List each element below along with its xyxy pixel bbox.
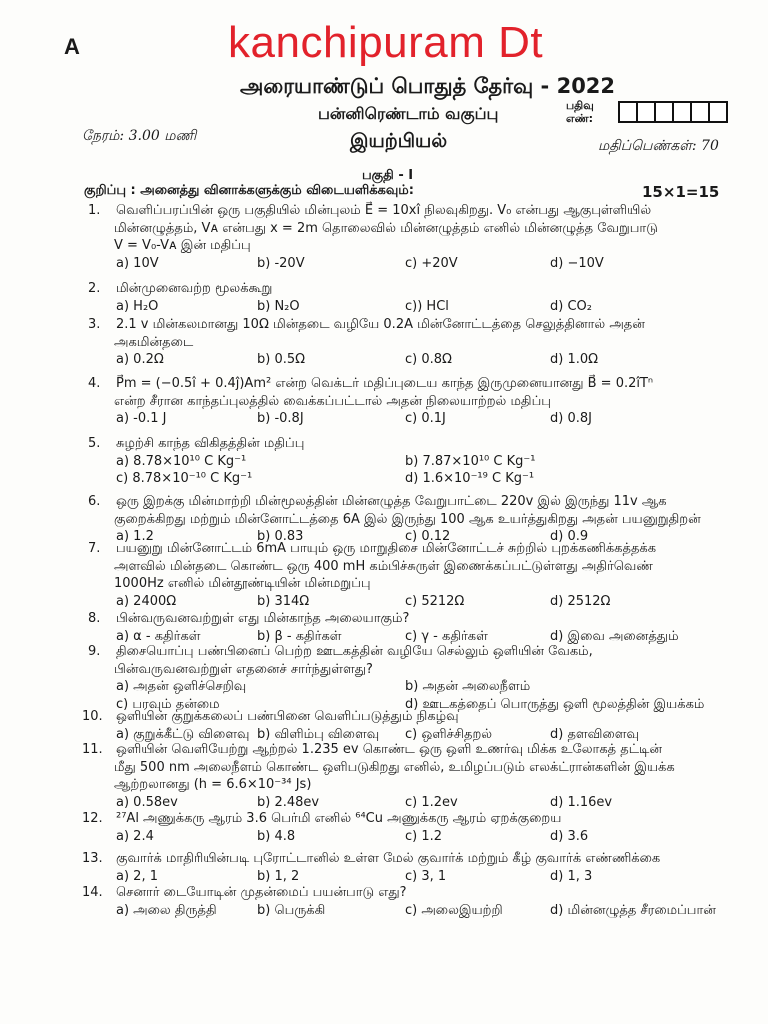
- question-text: என்ற சீரான காந்தப்புலத்தில் வைக்கப்பட்டால் அதன் நிலையாற்றல் மதிப்பு: [114, 393, 551, 409]
- answer-option: b) விளிம்பு விளைவு: [257, 726, 380, 742]
- register-digit-box[interactable]: [618, 101, 638, 123]
- answer-option: a) 0.58ev: [116, 794, 178, 810]
- answer-option: b) β - கதிர்கள்: [257, 628, 342, 644]
- question-number: 6.: [88, 494, 101, 509]
- subject-title: இயற்பியல்: [350, 130, 448, 152]
- answer-option: a) -0.1 J: [116, 411, 167, 426]
- answer-option: c) ஒளிச்சிதறல்: [405, 726, 493, 742]
- question-number: 9.: [88, 644, 101, 659]
- answer-option: c) 5212Ω: [405, 593, 465, 609]
- question-number: 5.: [88, 436, 101, 451]
- register-number-label: பதிவு எண்:: [566, 99, 594, 125]
- question-number: 13.: [82, 851, 103, 866]
- answer-option: b) 0.5Ω: [257, 352, 306, 367]
- exam-time: நேரம்: 3.00 மணி: [82, 128, 197, 144]
- answer-option: d) 1, 3: [550, 868, 593, 884]
- class-line: பன்னிரெண்டாம் வகுப்பு: [318, 104, 499, 123]
- question-text: ஒரு இறக்கு மின்மாற்றி மின்மூலத்தின் மின்னழுத்த வேறுபாட்டை 220v இல் இருந்து 11v ஆக: [116, 494, 667, 509]
- answer-option: d) CO₂: [550, 298, 592, 314]
- question-number: 8.: [88, 611, 101, 626]
- question-text: 1000Hz எனில் மின்தூண்டியின் மின்மறுப்பு: [114, 576, 371, 591]
- answer-option: c) பரவும் தன்மை: [116, 696, 220, 712]
- answer-option: c) 1.2ev: [405, 794, 458, 810]
- answer-option: d) 1.0Ω: [550, 352, 599, 367]
- question-text: அகமின்தடை: [114, 334, 194, 350]
- answer-option: a) அலை திருத்தி: [116, 902, 217, 918]
- answer-option: c) 8.78×10⁻¹⁰ C Kg⁻¹: [116, 471, 253, 486]
- answer-option: a) அதன் ஒளிச்செறிவு: [116, 679, 247, 694]
- question-text: P⃗m = (−0.5î + 0.4ĵ)Am² என்ற வெக்டர் மதிப்புடைய காந்த இருமுனையானது B⃗ = 0.2îTⁿ: [116, 376, 654, 391]
- question-text: ஒளியின் வெளியேற்று ஆற்றல் 1.235 ev கொண்ட ஒரு ஒளி உணர்வு மிக்க உலோகத் தட்டின்: [116, 742, 662, 757]
- question-number: 3.: [88, 317, 101, 332]
- answer-option: d) 1.6×10⁻¹⁹ C Kg⁻¹: [405, 471, 535, 486]
- answer-option: a) 2, 1: [116, 868, 158, 884]
- answer-option: d) 0.8J: [550, 411, 592, 426]
- question-number: 11.: [82, 742, 103, 757]
- answer-option: d) ஊடகத்தைப் பொருத்து ஒளி மூலத்தின் இயக்கம்: [405, 696, 705, 712]
- question-text: பயனுறு மின்னோட்டம் 6mA பாயும் ஒரு மாறுதிசை மின்னோட்டச் சுற்றில் புறக்கணிக்கத்தக்க: [116, 541, 657, 556]
- answer-option: b) பெருக்கி: [257, 902, 326, 918]
- answer-option: b) அதன் அலைநீளம்: [405, 679, 531, 694]
- question-text: செனார் டையோடின் முதன்மைப் பயன்பாடு எது?: [116, 885, 407, 900]
- question-number: 14.: [82, 885, 103, 900]
- answer-option: b) 0.83: [257, 529, 304, 544]
- question-text: V = V₀-Vᴀ இன் மதிப்பு: [114, 238, 251, 253]
- register-digit-box[interactable]: [690, 101, 710, 123]
- answer-option: d) −10V: [550, 255, 604, 271]
- answer-option: c) 3, 1: [405, 868, 447, 884]
- question-text: ²⁷Al அணுக்கரு ஆரம் 3.6 பெர்மி எனில் ⁶⁴Cu அணுக்கரு ஆரம் ஏறக்குறைய: [116, 811, 562, 826]
- answer-option: a) 8.78×10¹⁰ C Kg⁻¹: [116, 453, 247, 469]
- answer-option: c) 0.12: [405, 529, 451, 544]
- answer-option: b) 7.87×10¹⁰ C Kg⁻¹: [405, 453, 536, 469]
- answer-option: b) N₂O: [257, 298, 300, 314]
- answer-option: c) 0.1J: [405, 411, 446, 426]
- answer-option: d) 0.9: [550, 529, 589, 544]
- register-digit-box[interactable]: [708, 101, 728, 123]
- answer-option: b) 1, 2: [257, 868, 300, 884]
- question-text: குவார்க் மாதிரியின்படி புரோட்டானில் உள்ள மேல் குவார்க் மற்றும் கீழ் குவார்க் எண்ணிக்கை: [116, 851, 661, 866]
- max-marks: மதிப்பெண்கள்: 70: [598, 138, 719, 154]
- question-text: 2.1 v மின்கலமானது 10Ω மின்தடை வழியே 0.2A மின்னோட்டத்தை செலுத்தினால் அதன்: [116, 317, 645, 332]
- answer-option: a) α - கதிர்கள்: [116, 628, 201, 644]
- question-text: பின்வருவனவற்றுள் எதனைச் சார்ந்துள்ளது?: [114, 661, 373, 677]
- question-number: 10.: [82, 709, 103, 724]
- question-number: 12.: [82, 811, 103, 826]
- answer-option: d) 3.6: [550, 828, 589, 844]
- answer-option: b) 4.8: [257, 828, 296, 844]
- question-number: 4.: [88, 376, 101, 391]
- question-text: வெளிப்பரப்பின் ஒரு பகுதியில் மின்புலம் E⃗ = 10xî நிலவுகிறது. V₀ என்பது ஆகுபுள்ளியில்: [116, 203, 652, 218]
- question-text: அளவில் மின்தடை கொண்ட ஒரு 400 mH கம்பிச்சுருள் இணைக்கப்பட்டுள்ளது அதிர்வெண்: [114, 558, 653, 574]
- register-digit-box[interactable]: [672, 101, 692, 123]
- question-text: மின்னழுத்தம், Vᴀ என்பது x = 2m தொலைவில் மின்னழுத்தம் எனில் மின்னழுத்த வேறுபாடு: [114, 220, 658, 236]
- set-code: A: [64, 34, 80, 59]
- exam-title: அரையாண்டுப் பொதுத் தேர்வு - 2022: [240, 74, 616, 98]
- question-text: குறைக்கிறது மற்றும் மின்னோட்டத்தை 6A இல் இருந்து 100 ஆக உயர்த்துகிறது அதன் பயனுறுதிறன்: [114, 511, 701, 527]
- question-text: திசையொப்பு பண்பினைப் பெற்ற ஊடகத்தின் வழியே செல்லும் ஒளியின் வேகம்,: [116, 644, 593, 659]
- register-digit-box[interactable]: [654, 101, 674, 123]
- answer-option: c) 0.8Ω: [405, 352, 452, 367]
- answer-option: d) மின்னழுத்த சீரமைப்பான்: [550, 902, 716, 918]
- marks-scheme: 15×1=15: [642, 183, 720, 201]
- section-note: குறிப்பு : அனைத்து வினாக்களுக்கும் விடையளிக்கவும்:: [84, 183, 414, 198]
- question-text: சுழற்சி காந்த விகிதத்தின் மதிப்பு: [116, 436, 305, 451]
- answer-option: a) 1.2: [116, 529, 154, 544]
- answer-option: b) -20V: [257, 255, 305, 271]
- answer-option: a) குறுக்கீட்டு விளைவு: [116, 726, 250, 742]
- question-text: ஆற்றலானது (h = 6.6×10⁻³⁴ Js): [114, 777, 312, 792]
- question-number: 7.: [88, 541, 101, 556]
- register-number-boxes: [618, 101, 726, 123]
- question-text: பின்வருவனவற்றுள் எது மின்காந்த அலையாகும்?: [116, 611, 410, 626]
- answer-option: c) 1.2: [405, 828, 443, 844]
- answer-option: a) 0.2Ω: [116, 352, 164, 367]
- answer-option: a) H₂O: [116, 298, 159, 314]
- answer-option: c)) HCl: [405, 298, 449, 314]
- register-digit-box[interactable]: [636, 101, 656, 123]
- answer-option: b) 314Ω: [257, 593, 310, 609]
- answer-option: d) 2512Ω: [550, 593, 611, 609]
- answer-option: c) அலைஇயற்றி: [405, 902, 503, 918]
- section-title: பகுதி - I: [362, 168, 414, 183]
- answer-option: a) 2.4: [116, 828, 154, 844]
- district-title: kanchipuram Dt: [228, 18, 544, 67]
- answer-option: a) 2400Ω: [116, 593, 177, 609]
- answer-option: d) தளவிளைவு: [550, 726, 639, 742]
- question-number: 1.: [88, 203, 101, 218]
- answer-option: c) +20V: [405, 255, 458, 271]
- answer-option: d) இவை அனைத்தும்: [550, 628, 679, 644]
- question-number: 2.: [88, 281, 101, 296]
- question-text: மின்முனைவற்ற மூலக்கூறு: [116, 281, 273, 296]
- answer-option: c) γ - கதிர்கள்: [405, 628, 488, 644]
- answer-option: d) 1.16ev: [550, 794, 613, 810]
- question-text: மீது 500 nm அலைநீளம் கொண்ட ஒளிபடுகிறது எனில், உமிழப்படும் எலக்ட்ரான்களின் இயக்க: [114, 759, 675, 775]
- answer-option: a) 10V: [116, 255, 159, 271]
- answer-option: b) 2.48ev: [257, 794, 320, 810]
- question-text: ஒளியின் குறுக்கலைப் பண்பினை வெளிப்படுத்தும் நிகழ்வு: [116, 709, 459, 724]
- answer-option: b) -0.8J: [257, 411, 304, 426]
